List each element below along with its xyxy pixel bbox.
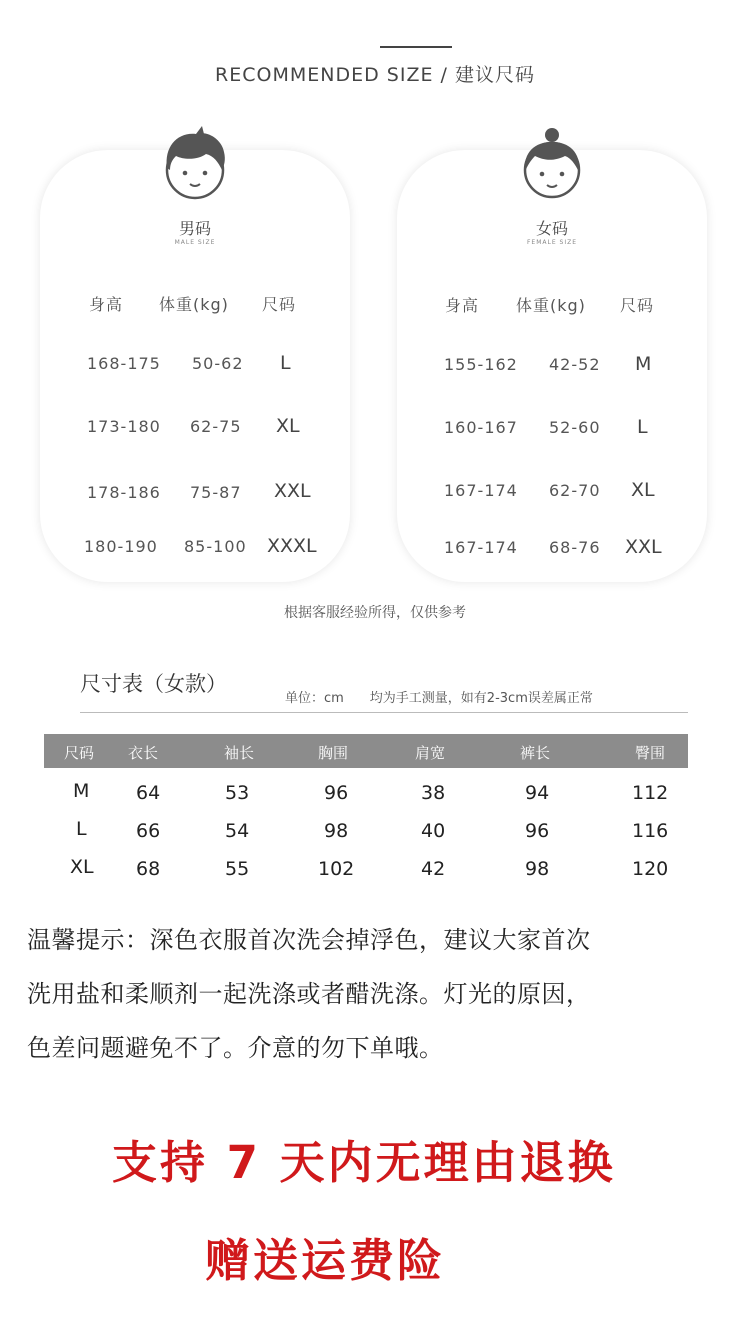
male-row-size: L [280, 352, 291, 374]
table-cell: M [73, 780, 90, 802]
female-row-weight: 42-52 [549, 355, 601, 374]
male-header-size: 尺码 [262, 295, 297, 314]
wash-tip-line: 洗用盐和柔顺剂一起洗涤或者醋洗涤。灯光的原因， [27, 980, 591, 1008]
table-header-hip: 臀围 [635, 744, 666, 762]
reference-note: 根据客服经验所得，仅供参考 [284, 605, 466, 621]
female-row-height: 160-167 [444, 418, 518, 437]
title-decoration-line [380, 46, 452, 48]
female-row-weight: 62-70 [549, 481, 601, 500]
male-row-weight: 85-100 [184, 537, 247, 556]
table-header-length: 衣长 [128, 744, 159, 762]
table-cell: 98 [324, 820, 349, 842]
shipping-insurance-text: 赠送运费险 [205, 1234, 446, 1287]
male-row-height: 178-186 [87, 483, 161, 502]
table-header-shoulder: 肩宽 [415, 744, 446, 762]
female-row-weight: 68-76 [549, 538, 601, 557]
female-avatar-icon [513, 126, 591, 206]
table-cell: 112 [632, 782, 669, 804]
table-cell: 96 [525, 820, 550, 842]
table-cell: 55 [225, 858, 250, 880]
size-table-title: 尺寸表（女款） [80, 672, 227, 696]
wash-tip-line: 温馨提示：深色衣服首次洗会掉浮色，建议大家首次 [27, 926, 591, 954]
male-size-subtitle: MALE SIZE [174, 239, 216, 246]
female-row-height: 155-162 [444, 355, 518, 374]
table-cell: 64 [136, 782, 161, 804]
male-row-weight: 50-62 [192, 354, 244, 373]
female-row-size: XXL [625, 536, 662, 558]
table-header-pants: 裤长 [520, 744, 551, 762]
table-header-size: 尺码 [64, 744, 95, 762]
table-cell: 68 [136, 858, 161, 880]
table-cell: L [76, 818, 87, 840]
female-size-title: 女码 [535, 219, 568, 238]
female-row-height: 167-174 [444, 481, 518, 500]
size-table-unit-note: 单位：cm 均为手工测量，如有2-3cm误差属正常 [285, 691, 593, 706]
male-header-height: 身高 [89, 295, 124, 314]
table-header-chest: 胸围 [318, 744, 349, 762]
male-row-size: XXL [274, 480, 311, 502]
male-size-card [40, 150, 350, 582]
female-row-size: M [635, 353, 652, 375]
female-header-size: 尺码 [620, 296, 655, 315]
female-row-size: XL [631, 479, 655, 501]
table-cell: 66 [136, 820, 161, 842]
table-cell: 98 [525, 858, 550, 880]
male-row-weight: 62-75 [190, 417, 242, 436]
male-row-size: XXXL [267, 535, 317, 557]
table-cell: 96 [324, 782, 349, 804]
table-cell: 54 [225, 820, 250, 842]
size-table-divider [80, 712, 688, 713]
male-header-weight: 体重(kg) [159, 295, 229, 314]
female-row-size: L [637, 416, 648, 438]
table-header-sleeve: 袖长 [224, 744, 255, 762]
male-size-title: 男码 [178, 219, 211, 238]
return-policy-text: 支持 7 天内无理由退换 [112, 1136, 616, 1189]
table-cell: 40 [421, 820, 446, 842]
table-cell: 120 [632, 858, 669, 880]
table-cell: XL [70, 856, 94, 878]
female-size-subtitle: FEMALE SIZE [526, 239, 578, 246]
female-header-weight: 体重(kg) [516, 296, 586, 315]
male-row-weight: 75-87 [190, 483, 242, 502]
female-row-height: 167-174 [444, 538, 518, 557]
female-header-height: 身高 [445, 296, 480, 315]
table-cell: 102 [318, 858, 355, 880]
table-cell: 116 [632, 820, 669, 842]
table-cell: 53 [225, 782, 250, 804]
page-title: RECOMMENDED SIZE / 建议尺码 [215, 64, 535, 86]
table-cell: 42 [421, 858, 446, 880]
female-size-card [397, 150, 707, 582]
female-row-weight: 52-60 [549, 418, 601, 437]
table-cell: 38 [421, 782, 446, 804]
table-cell: 94 [525, 782, 550, 804]
male-row-height: 168-175 [87, 354, 161, 373]
male-row-size: XL [276, 415, 300, 437]
male-row-height: 173-180 [87, 417, 161, 436]
wash-tip-line: 色差问题避免不了。介意的勿下单哦。 [27, 1034, 444, 1062]
male-avatar-icon [156, 126, 234, 206]
male-row-height: 180-190 [84, 537, 158, 556]
